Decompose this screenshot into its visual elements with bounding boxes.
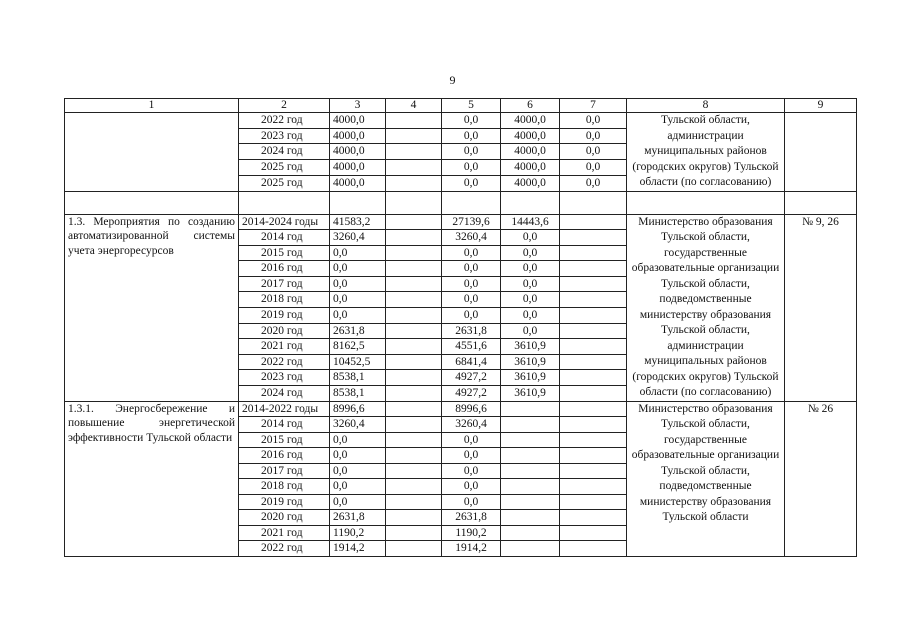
cell-col-4 [386, 448, 442, 464]
responsible-organization-cell: Тульской области, администрации муниципальных районов (городских округов) Тульской области (по согласованию) [627, 113, 785, 192]
cell-col-6: 0,0 [501, 245, 560, 261]
cell-col-5: 0,0 [442, 463, 501, 479]
cell-col-6: 0,0 [501, 230, 560, 246]
cell-col-7 [560, 276, 627, 292]
cell-col-7 [560, 541, 627, 557]
cell-col-4 [386, 144, 442, 160]
cell-col-4 [386, 276, 442, 292]
spacer-cell [330, 191, 386, 214]
cell-col-5: 0,0 [442, 245, 501, 261]
cell-col-6: 0,0 [501, 323, 560, 339]
cell-col-2: 2023 год [239, 370, 330, 386]
cell-col-5: 4927,2 [442, 370, 501, 386]
column-header-9: 9 [785, 99, 857, 113]
cell-col-6: 3610,9 [501, 339, 560, 355]
cell-col-3: 2631,8 [330, 510, 386, 526]
note-cell: № 9, 26 [785, 214, 857, 401]
cell-col-3: 8538,1 [330, 370, 386, 386]
column-header-4: 4 [386, 99, 442, 113]
cell-col-2: 2014 год [239, 417, 330, 433]
cell-col-3: 10452,5 [330, 354, 386, 370]
cell-col-5: 0,0 [442, 276, 501, 292]
spacer-cell [785, 191, 857, 214]
cell-col-4 [386, 354, 442, 370]
page-number: 9 [449, 73, 456, 87]
cell-col-2: 2022 год [239, 541, 330, 557]
cell-col-3: 0,0 [330, 432, 386, 448]
cell-col-7 [560, 463, 627, 479]
cell-col-2: 2016 год [239, 261, 330, 277]
cell-col-2: 2018 год [239, 479, 330, 495]
cell-col-4 [386, 463, 442, 479]
spacer-cell [239, 191, 330, 214]
cell-col-6 [501, 494, 560, 510]
cell-col-7 [560, 292, 627, 308]
cell-col-7 [560, 417, 627, 433]
cell-col-6: 0,0 [501, 292, 560, 308]
cell-col-7 [560, 525, 627, 541]
column-header-8: 8 [627, 99, 785, 113]
cell-col-7: 0,0 [560, 113, 627, 129]
spacer-cell [386, 191, 442, 214]
cell-col-3: 4000,0 [330, 144, 386, 160]
cell-col-5: 2631,8 [442, 323, 501, 339]
cell-col-7: 0,0 [560, 128, 627, 144]
cell-col-6 [501, 541, 560, 557]
cell-col-4 [386, 510, 442, 526]
cell-col-6: 14443,6 [501, 214, 560, 230]
cell-col-4 [386, 230, 442, 246]
cell-col-2: 2016 год [239, 448, 330, 464]
cell-col-3: 0,0 [330, 276, 386, 292]
cell-col-7: 0,0 [560, 160, 627, 176]
cell-col-7 [560, 494, 627, 510]
cell-col-7: 0,0 [560, 175, 627, 191]
cell-col-6: 0,0 [501, 307, 560, 323]
cell-col-3: 0,0 [330, 307, 386, 323]
cell-col-3: 0,0 [330, 261, 386, 277]
cell-col-3: 0,0 [330, 479, 386, 495]
cell-col-6: 4000,0 [501, 128, 560, 144]
cell-col-3: 8538,1 [330, 385, 386, 401]
cell-col-5: 3260,4 [442, 417, 501, 433]
activity-description-cell [65, 113, 239, 192]
cell-col-2: 2014-2022 годы [239, 401, 330, 417]
cell-col-6 [501, 432, 560, 448]
cell-col-4 [386, 432, 442, 448]
spacer-cell [501, 191, 560, 214]
cell-col-3: 3260,4 [330, 417, 386, 433]
activity-description-cell: 1.3.1. Энергосбережение и повышение энергетической эффективности Тульской области [65, 401, 239, 556]
cell-col-5: 3260,4 [442, 230, 501, 246]
cell-col-5: 4551,6 [442, 339, 501, 355]
cell-col-3: 0,0 [330, 448, 386, 464]
cell-col-3: 0,0 [330, 494, 386, 510]
cell-col-2: 2019 год [239, 494, 330, 510]
cell-col-6: 4000,0 [501, 160, 560, 176]
cell-col-2: 2024 год [239, 144, 330, 160]
cell-col-6: 4000,0 [501, 144, 560, 160]
cell-col-7 [560, 214, 627, 230]
cell-col-5: 0,0 [442, 448, 501, 464]
cell-col-5: 0,0 [442, 479, 501, 495]
cell-col-7 [560, 385, 627, 401]
cell-col-2: 2018 год [239, 292, 330, 308]
cell-col-7 [560, 339, 627, 355]
cell-col-6: 4000,0 [501, 113, 560, 129]
cell-col-3: 2631,8 [330, 323, 386, 339]
cell-col-5: 8996,6 [442, 401, 501, 417]
cell-col-5: 0,0 [442, 160, 501, 176]
cell-col-6: 0,0 [501, 276, 560, 292]
activity-description-cell: 1.3. Мероприятия по созданию автоматизированной системы учета энергоресурсов [65, 214, 239, 401]
table-row [65, 401, 857, 417]
cell-col-3: 4000,0 [330, 175, 386, 191]
cell-col-2: 2024 год [239, 385, 330, 401]
cell-col-2: 2017 год [239, 276, 330, 292]
cell-col-5: 0,0 [442, 113, 501, 129]
budget-table [64, 98, 857, 557]
column-header-1: 1 [65, 99, 239, 113]
table-row [65, 113, 857, 129]
cell-col-5: 0,0 [442, 261, 501, 277]
cell-col-6: 3610,9 [501, 354, 560, 370]
cell-col-4 [386, 541, 442, 557]
cell-col-7 [560, 307, 627, 323]
cell-col-6 [501, 401, 560, 417]
cell-col-3: 4000,0 [330, 128, 386, 144]
cell-col-5: 0,0 [442, 144, 501, 160]
cell-col-7 [560, 245, 627, 261]
cell-col-4 [386, 525, 442, 541]
cell-col-2: 2014 год [239, 230, 330, 246]
cell-col-4 [386, 417, 442, 433]
cell-col-5: 0,0 [442, 432, 501, 448]
cell-col-5: 27139,6 [442, 214, 501, 230]
cell-col-2: 2014-2024 годы [239, 214, 330, 230]
cell-col-6: 4000,0 [501, 175, 560, 191]
cell-col-2: 2015 год [239, 245, 330, 261]
cell-col-3: 1914,2 [330, 541, 386, 557]
cell-col-2: 2025 год [239, 175, 330, 191]
cell-col-7 [560, 230, 627, 246]
cell-col-6 [501, 448, 560, 464]
cell-col-6: 3610,9 [501, 370, 560, 386]
cell-col-3: 41583,2 [330, 214, 386, 230]
cell-col-2: 2020 год [239, 510, 330, 526]
spacer-cell [627, 191, 785, 214]
cell-col-6 [501, 479, 560, 495]
cell-col-3: 0,0 [330, 292, 386, 308]
note-cell: № 26 [785, 401, 857, 556]
table-body [65, 99, 857, 557]
cell-col-3: 1190,2 [330, 525, 386, 541]
note-cell [785, 113, 857, 192]
cell-col-4 [386, 370, 442, 386]
cell-col-6 [501, 463, 560, 479]
cell-col-5: 1190,2 [442, 525, 501, 541]
cell-col-2: 2021 год [239, 525, 330, 541]
cell-col-5: 1914,2 [442, 541, 501, 557]
cell-col-2: 2025 год [239, 160, 330, 176]
cell-col-7 [560, 448, 627, 464]
column-header-2: 2 [239, 99, 330, 113]
cell-col-5: 0,0 [442, 128, 501, 144]
cell-col-5: 4927,2 [442, 385, 501, 401]
cell-col-3: 8996,6 [330, 401, 386, 417]
cell-col-7 [560, 323, 627, 339]
column-header-5: 5 [442, 99, 501, 113]
cell-col-4 [386, 113, 442, 129]
cell-col-5: 2631,8 [442, 510, 501, 526]
cell-col-7 [560, 510, 627, 526]
column-header-3: 3 [330, 99, 386, 113]
cell-col-4 [386, 128, 442, 144]
cell-col-2: 2015 год [239, 432, 330, 448]
cell-col-3: 4000,0 [330, 113, 386, 129]
cell-col-5: 0,0 [442, 292, 501, 308]
cell-col-6 [501, 525, 560, 541]
cell-col-2: 2020 год [239, 323, 330, 339]
cell-col-7 [560, 479, 627, 495]
cell-col-7 [560, 261, 627, 277]
column-header-7: 7 [560, 99, 627, 113]
cell-col-3: 4000,0 [330, 160, 386, 176]
cell-col-4 [386, 494, 442, 510]
cell-col-6: 3610,9 [501, 385, 560, 401]
cell-col-4 [386, 261, 442, 277]
cell-col-3: 0,0 [330, 245, 386, 261]
responsible-organization-cell: Министерство образования Тульской области, государственные образовательные организации Тульской области, подведомственные министерству образования Тульской области [627, 401, 785, 556]
spacer-cell [65, 191, 239, 214]
cell-col-3: 0,0 [330, 463, 386, 479]
cell-col-4 [386, 385, 442, 401]
cell-col-2: 2019 год [239, 307, 330, 323]
cell-col-5: 0,0 [442, 175, 501, 191]
cell-col-4 [386, 214, 442, 230]
spacer-row [65, 191, 857, 214]
cell-col-4 [386, 479, 442, 495]
column-header-6: 6 [501, 99, 560, 113]
spacer-cell [560, 191, 627, 214]
cell-col-4 [386, 292, 442, 308]
cell-col-4 [386, 323, 442, 339]
cell-col-3: 8162,5 [330, 339, 386, 355]
cell-col-5: 0,0 [442, 494, 501, 510]
cell-col-7 [560, 370, 627, 386]
cell-col-6 [501, 510, 560, 526]
cell-col-5: 0,0 [442, 307, 501, 323]
cell-col-6 [501, 417, 560, 433]
cell-col-7 [560, 432, 627, 448]
cell-col-3: 3260,4 [330, 230, 386, 246]
table-row [65, 214, 857, 230]
cell-col-7 [560, 401, 627, 417]
responsible-organization-cell: Министерство образования Тульской области, государственные образовательные организации Тульской области, подведомственные министерству образования Тульской области, администрации муниципальных районов (городских округов) Тульской области (по согласованию) [627, 214, 785, 401]
cell-col-2: 2017 год [239, 463, 330, 479]
cell-col-2: 2022 год [239, 354, 330, 370]
cell-col-6: 0,0 [501, 261, 560, 277]
cell-col-4 [386, 160, 442, 176]
cell-col-4 [386, 307, 442, 323]
cell-col-2: 2022 год [239, 113, 330, 129]
cell-col-7: 0,0 [560, 144, 627, 160]
cell-col-4 [386, 401, 442, 417]
header-row [65, 99, 857, 113]
cell-col-2: 2021 год [239, 339, 330, 355]
spacer-cell [442, 191, 501, 214]
cell-col-4 [386, 339, 442, 355]
cell-col-5: 6841,4 [442, 354, 501, 370]
cell-col-4 [386, 245, 442, 261]
cell-col-7 [560, 354, 627, 370]
cell-col-4 [386, 175, 442, 191]
cell-col-2: 2023 год [239, 128, 330, 144]
